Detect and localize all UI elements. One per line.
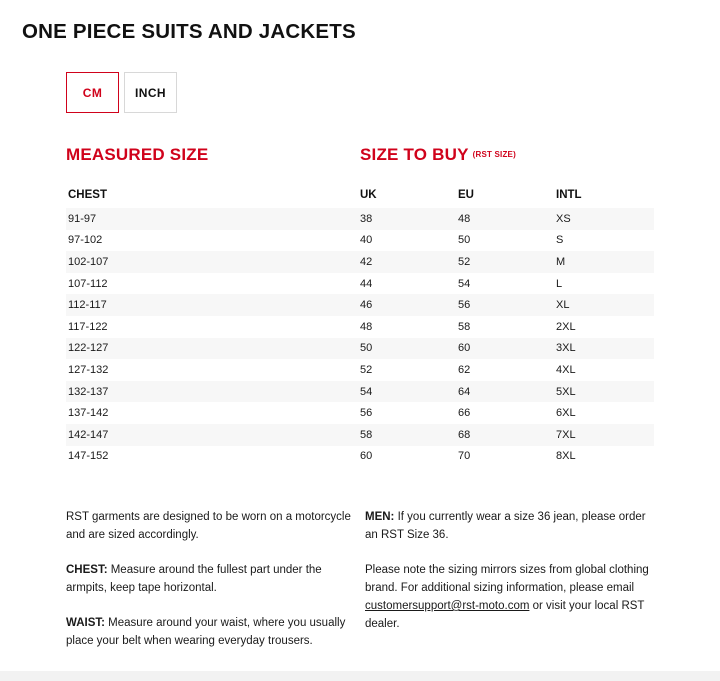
table-row — [66, 251, 654, 273]
notes-left-column — [66, 508, 358, 650]
cell-chest: 147-152 — [68, 450, 109, 463]
unit-option-inch[interactable]: INCH — [124, 72, 177, 113]
cell-chest: 142-147 — [68, 428, 109, 441]
size-to-buy-label: SIZE TO BUY — [360, 145, 469, 164]
column-header-uk: UK — [360, 189, 377, 201]
note-general — [66, 508, 358, 544]
table-row — [66, 338, 654, 360]
note-global-sizing-post: or visit your local RST dealer. — [365, 600, 645, 630]
column-header-chest: CHEST — [68, 189, 107, 201]
cell-eu: 68 — [458, 428, 471, 441]
table-row — [66, 446, 654, 468]
table-row — [66, 359, 654, 381]
note-global-sizing — [365, 561, 655, 633]
cell-eu: 52 — [458, 255, 471, 268]
note-global-sizing-pre: Please note the sizing mirrors sizes from global clothing brand. For additional sizing information, please email — [365, 564, 649, 594]
table-row — [66, 230, 654, 252]
cell-chest: 137-142 — [68, 407, 109, 420]
cell-intl: 6XL — [556, 407, 576, 420]
table-row — [66, 208, 654, 230]
cell-uk: 46 — [360, 299, 373, 312]
cell-uk: 40 — [360, 234, 373, 247]
cell-uk: 54 — [360, 385, 373, 398]
cell-eu: 50 — [458, 234, 471, 247]
notes-right-column — [365, 508, 655, 633]
cell-uk: 38 — [360, 212, 373, 225]
note-men — [365, 508, 655, 544]
page-title: ONE PIECE SUITS AND JACKETS — [22, 20, 356, 43]
unit-toggle[interactable] — [66, 72, 177, 113]
cell-eu: 70 — [458, 450, 471, 463]
cell-uk: 48 — [360, 320, 373, 333]
section-heading-size-to-buy — [360, 145, 516, 165]
cell-intl: 3XL — [556, 342, 576, 355]
bottom-band — [0, 671, 720, 681]
cell-eu: 62 — [458, 363, 471, 376]
cell-chest: 97-102 — [68, 234, 103, 247]
cell-intl: L — [556, 277, 563, 290]
column-header-eu: EU — [458, 189, 474, 201]
cell-uk: 50 — [360, 342, 373, 355]
note-waist-label: WAIST: — [66, 617, 105, 629]
table-row — [66, 381, 654, 403]
cell-uk: 56 — [360, 407, 373, 420]
section-heading-measured-size: MEASURED SIZE — [66, 145, 209, 164]
cell-uk: 42 — [360, 255, 373, 268]
cell-uk: 60 — [360, 450, 373, 463]
table-row — [66, 424, 654, 446]
table-header-row — [66, 182, 654, 208]
table-row — [66, 402, 654, 424]
cell-intl: 7XL — [556, 428, 576, 441]
cell-chest: 102-107 — [68, 255, 109, 268]
cell-eu: 64 — [458, 385, 471, 398]
size-table — [66, 182, 654, 467]
cell-chest: 132-137 — [68, 385, 109, 398]
cell-intl: 5XL — [556, 385, 576, 398]
cell-eu: 54 — [458, 277, 471, 290]
table-row — [66, 294, 654, 316]
table-row — [66, 273, 654, 295]
cell-uk: 52 — [360, 363, 373, 376]
note-chest — [66, 561, 358, 597]
cell-eu: 58 — [458, 320, 471, 333]
cell-chest: 117-122 — [68, 320, 108, 333]
cell-intl: 2XL — [556, 320, 576, 333]
cell-intl: 4XL — [556, 363, 576, 376]
cell-chest: 91-97 — [68, 212, 97, 225]
cell-chest: 112-117 — [68, 299, 107, 312]
note-waist-text: Measure around your waist, where you usually place your belt when wearing everyday trousers. — [66, 617, 346, 647]
cell-eu: 48 — [458, 212, 471, 225]
column-header-intl: INTL — [556, 189, 582, 201]
cell-intl: XS — [556, 212, 571, 225]
cell-eu: 56 — [458, 299, 471, 312]
note-men-text: If you currently wear a size 36 jean, please order an RST Size 36. — [365, 511, 646, 541]
section-divider — [66, 480, 654, 481]
note-general-text: RST garments are designed to be worn on a motorcycle and are sized accordingly. — [66, 511, 351, 541]
note-chest-label: CHEST: — [66, 564, 108, 576]
cell-eu: 66 — [458, 407, 471, 420]
note-chest-text: Measure around the fullest part under the armpits, keep tape horizontal. — [66, 564, 322, 594]
cell-intl: 8XL — [556, 450, 576, 463]
cell-intl: M — [556, 255, 566, 268]
note-waist — [66, 614, 358, 650]
unit-option-cm[interactable]: CM — [66, 72, 119, 113]
cell-eu: 60 — [458, 342, 471, 355]
cell-intl: S — [556, 234, 564, 247]
support-email-link[interactable]: customersupport@rst-moto.com — [365, 600, 530, 612]
cell-chest: 127-132 — [68, 363, 109, 376]
table-row — [66, 316, 654, 338]
cell-uk: 44 — [360, 277, 373, 290]
cell-chest: 122-127 — [68, 342, 109, 355]
size-to-buy-note: (RST SIZE) — [472, 150, 516, 159]
cell-intl: XL — [556, 299, 570, 312]
cell-chest: 107-112 — [68, 277, 108, 290]
cell-uk: 58 — [360, 428, 373, 441]
note-men-label: MEN: — [365, 511, 395, 523]
